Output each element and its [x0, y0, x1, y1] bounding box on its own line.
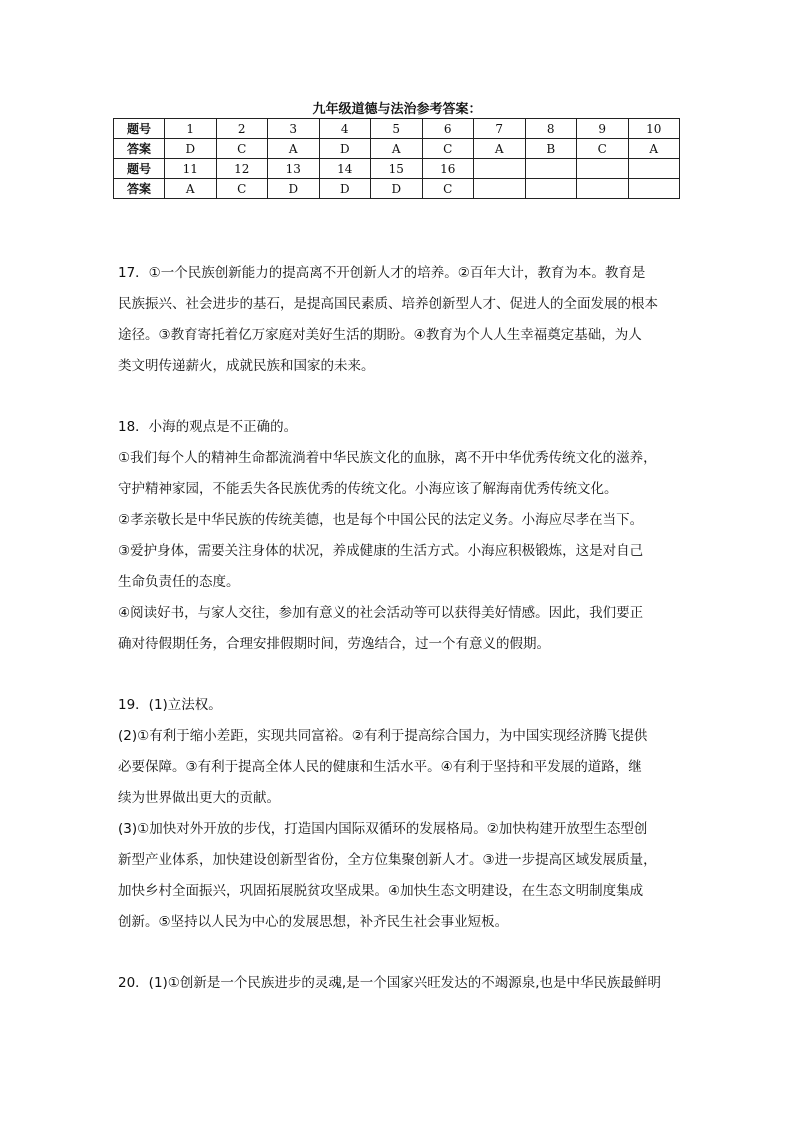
table-cell: D — [268, 179, 320, 199]
table-cell: C — [216, 179, 268, 199]
table-cell: A — [268, 139, 320, 159]
table-cell: 9 — [577, 119, 629, 139]
answer-line: 守护精神家园，不能丢失各民族优秀的传统文化。小海应该了解海南优秀传统文化。 — [118, 481, 618, 497]
table-cell — [525, 179, 577, 199]
answer-line: 新型产业体系，加快建设创新型省份，全方位集聚创新人才。③进一步提高区域发展质量， — [118, 852, 657, 868]
answer-line: 民族振兴、社会进步的基石，是提高国民素质、培养创新型人才、促进人的全面发展的根本 — [118, 296, 658, 312]
table-cell — [525, 159, 577, 179]
row-header: 题号 — [114, 159, 165, 179]
answer-line: 途径。③教育寄托着亿万家庭对美好生活的期盼。④教育为个人人生幸福奠定基础，为人 — [118, 327, 642, 343]
table-cell: 6 — [422, 119, 474, 139]
table-cell — [577, 159, 629, 179]
table-cell: C — [422, 139, 474, 159]
answer-line: (2)①有利于缩小差距，实现共同富裕。②有利于提高综合国力，为中国实现经济腾飞提供 — [118, 728, 648, 744]
row-header: 答案 — [114, 139, 165, 159]
table-cell: A — [165, 179, 217, 199]
answer-line: ④阅读好书，与家人交往，参加有意义的社会活动等可以获得美好情感。因此，我们要正 — [118, 605, 644, 621]
table-cell: 2 — [216, 119, 268, 139]
table-cell: 5 — [371, 119, 423, 139]
answer-line: 类文明传递薪火，成就民族和国家的未来。 — [118, 358, 375, 374]
table-cell — [628, 159, 680, 179]
answer-20 — [118, 968, 683, 999]
answer-19 — [118, 690, 683, 938]
answer-line: (3)①加快对外开放的步伐，打造国内国际双循环的发展格局。②加快构建开放型生态型创 — [118, 821, 648, 837]
answer-18 — [118, 412, 683, 660]
table-cell — [577, 179, 629, 199]
answer-17 — [118, 258, 683, 382]
table-cell: 3 — [268, 119, 320, 139]
table-cell: D — [371, 179, 423, 199]
answer-line: 续为世界做出更大的贡献。 — [118, 790, 280, 806]
table-cell — [474, 159, 526, 179]
answer-line: 加快乡村全面振兴，巩固拓展脱贫攻坚成果。④加快生态文明建设，在生态文明制度集成 — [118, 883, 644, 899]
table-cell: D — [165, 139, 217, 159]
table-cell: C — [422, 179, 474, 199]
table-row — [114, 139, 680, 159]
table-cell: 11 — [165, 159, 217, 179]
answer-line: 18．小海的观点是不正确的。 — [118, 419, 298, 435]
answers-body — [118, 258, 683, 999]
table-cell: C — [216, 139, 268, 159]
table-cell: A — [628, 139, 680, 159]
answer-line: 创新。⑤坚持以人民为中心的发展思想，补齐民生社会事业短板。 — [118, 914, 509, 930]
table-cell: 13 — [268, 159, 320, 179]
table-cell — [474, 179, 526, 199]
answer-line: ③爱护身体，需要关注身体的状况，养成健康的生活方式。小海应积极锻炼，这是对自己 — [118, 543, 644, 559]
answer-line: 生命负责任的态度。 — [118, 574, 240, 590]
page-title: 九年级道德与法治参考答案： — [312, 102, 482, 117]
answer-line: 19．(1)立法权。 — [118, 697, 222, 713]
table-cell: 12 — [216, 159, 268, 179]
table-cell: A — [371, 139, 423, 159]
table-cell: 15 — [371, 159, 423, 179]
table-cell — [628, 179, 680, 199]
row-header: 题号 — [114, 119, 165, 139]
table-cell: 7 — [474, 119, 526, 139]
table-row — [114, 159, 680, 179]
table-cell: B — [525, 139, 577, 159]
answer-line: 20．(1)①创新是一个民族进步的灵魂,是一个国家兴旺发达的不竭源泉,也是中华民族最鲜明 — [118, 975, 661, 991]
table-cell: 4 — [319, 119, 371, 139]
answer-line: 确对待假期任务，合理安排假期时间，劳逸结合，过一个有意义的假期。 — [118, 636, 550, 652]
answer-line: 17．①一个民族创新能力的提高离不开创新人才的培养。②百年大计，教育为本。教育是 — [118, 265, 646, 281]
table-cell: D — [319, 139, 371, 159]
table-cell: 8 — [525, 119, 577, 139]
table-row — [114, 119, 680, 139]
table-row — [114, 179, 680, 199]
table-cell: 16 — [422, 159, 474, 179]
answer-line: ②孝亲敬长是中华民族的传统美德，也是每个中国公民的法定义务。小海应尽孝在当下。 — [118, 512, 644, 528]
answer-line: ①我们每个人的精神生命都流淌着中华民族文化的血脉，离不开中华优秀传统文化的滋养， — [118, 450, 657, 466]
answer-line: 必要保障。③有利于提高全体人民的健康和生活水平。④有利于坚持和平发展的道路，继 — [118, 759, 642, 775]
answer-table — [113, 118, 680, 199]
table-cell: A — [474, 139, 526, 159]
table-cell: 1 — [165, 119, 217, 139]
table-cell: C — [577, 139, 629, 159]
row-header: 答案 — [114, 179, 165, 199]
table-cell: 14 — [319, 159, 371, 179]
table-cell: 10 — [628, 119, 680, 139]
table-cell: D — [319, 179, 371, 199]
